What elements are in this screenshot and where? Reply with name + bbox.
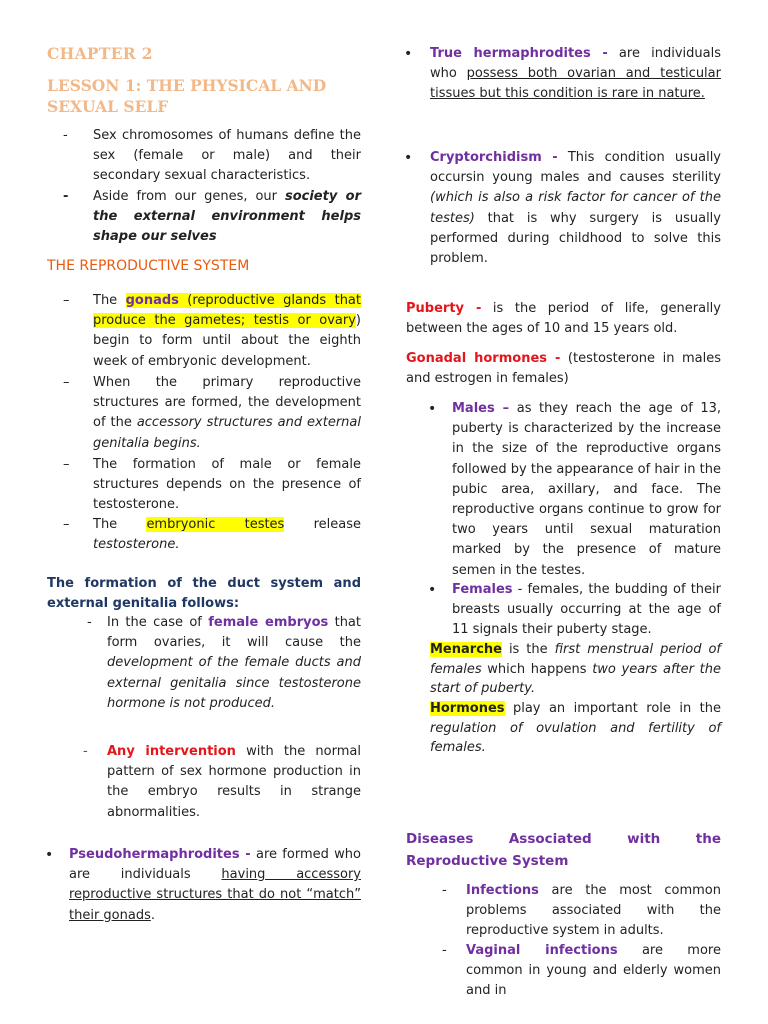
dash-marker: – bbox=[63, 375, 70, 390]
menarche-paragraph: Menarche is the first menstrual period of females which happens two years after the start of puberty. bbox=[430, 642, 721, 696]
diseases-heading: Diseases Associated with the Reproductive System bbox=[406, 831, 721, 869]
dash-marker: - bbox=[63, 128, 68, 143]
dash-marker: – bbox=[63, 517, 70, 532]
true-hermaphrodites-item: True hermaphrodites - are individuals who possess both ovarian and testicular tissues but this condition is rare in nature. bbox=[430, 46, 722, 102]
duct-item: In the case of female embryos that form ovaries, it will cause the development of the female ducts and external genitalia since testosterone hormone is not produced. bbox=[107, 615, 361, 711]
dash-marker: - bbox=[442, 883, 447, 898]
lesson-title: LESSON 1: THE PHYSICAL AND SEXUAL SELF bbox=[47, 76, 327, 116]
duct-heading: The formation of the duct system and external genitalia follows: bbox=[47, 576, 361, 612]
repro-item-2: When the primary reproductive structures are formed, the development of the accessory structures and external genitalia begins. bbox=[93, 375, 361, 451]
bullet-marker: • bbox=[404, 150, 413, 166]
males-item: Males – as they reach the age of 13, puberty is characterized by the increase in the size of the reproductive organs followed by the appearance of hair in the pubic area, axillary, and face. The reproductive organs continue to grow for two years until sexual maturation marked by the presence of mature semen in the testes. bbox=[452, 401, 721, 578]
females-item: Females - females, the budding of their breasts usually occurring at the age of 11 signals their puberty stage. bbox=[452, 582, 721, 638]
gonadal-hormones-paragraph: Gonadal hormones - (testosterone in males and estrogen in females) bbox=[406, 351, 722, 387]
intro-item-2: Aside from our genes, our society or the external environment helps shape our selves bbox=[93, 189, 361, 245]
dash-marker: - bbox=[63, 189, 69, 204]
puberty-paragraph: Puberty - is the period of life, generally between the ages of 10 and 15 years old. bbox=[406, 301, 721, 337]
dash-marker: – bbox=[63, 457, 70, 472]
repro-item-4: The embryonic testes release testosterone. bbox=[93, 517, 362, 553]
intervention-item: Any intervention with the normal pattern of sex hormone production in the embryo results in strange abnormalities. bbox=[107, 744, 361, 820]
pseudohermaphrodites-item: Pseudohermaphrodites - are formed who are individuals having accessory reproductive structures that do not “match” their gonads. bbox=[69, 847, 361, 923]
dash-marker: - bbox=[87, 615, 92, 630]
hormones-paragraph: Hormones play an important role in the regulation of ovulation and fertility of females. bbox=[430, 701, 721, 755]
dash-marker: – bbox=[63, 293, 70, 308]
bullet-marker: • bbox=[45, 847, 54, 863]
bullet-marker: • bbox=[428, 582, 437, 598]
infections-item: Infections are the most common problems associated with the reproductive system in adults. bbox=[466, 883, 721, 939]
dash-marker: - bbox=[83, 744, 88, 759]
repro-item-3: The formation of male or female structures depends on the presence of testosterone. bbox=[93, 457, 361, 513]
dash-marker: - bbox=[442, 943, 447, 958]
intro-item-1: Sex chromosomes of humans define the sex (female or male) and their secondary sexual characteristics. bbox=[93, 128, 361, 184]
chapter-title: CHAPTER 2 bbox=[47, 44, 153, 63]
repro-item-1: The gonads (reproductive glands that produce the gametes; testis or ovary) begin to form until about the eighth week of embryonic development. bbox=[93, 293, 361, 369]
bullet-marker: • bbox=[428, 401, 437, 417]
vaginal-infections-item: Vaginal infections are more common in young and elderly women and in bbox=[466, 943, 721, 999]
section-heading-reproductive-system: THE REPRODUCTIVE SYSTEM bbox=[47, 258, 250, 274]
bullet-marker: • bbox=[404, 46, 413, 62]
cryptorchidism-item: Cryptorchidism - This condition usually occursin young males and causes sterility (which is also a risk factor for cancer of the testes) that is why surgery is usually performed during childhood to solve this problem. bbox=[430, 150, 721, 267]
